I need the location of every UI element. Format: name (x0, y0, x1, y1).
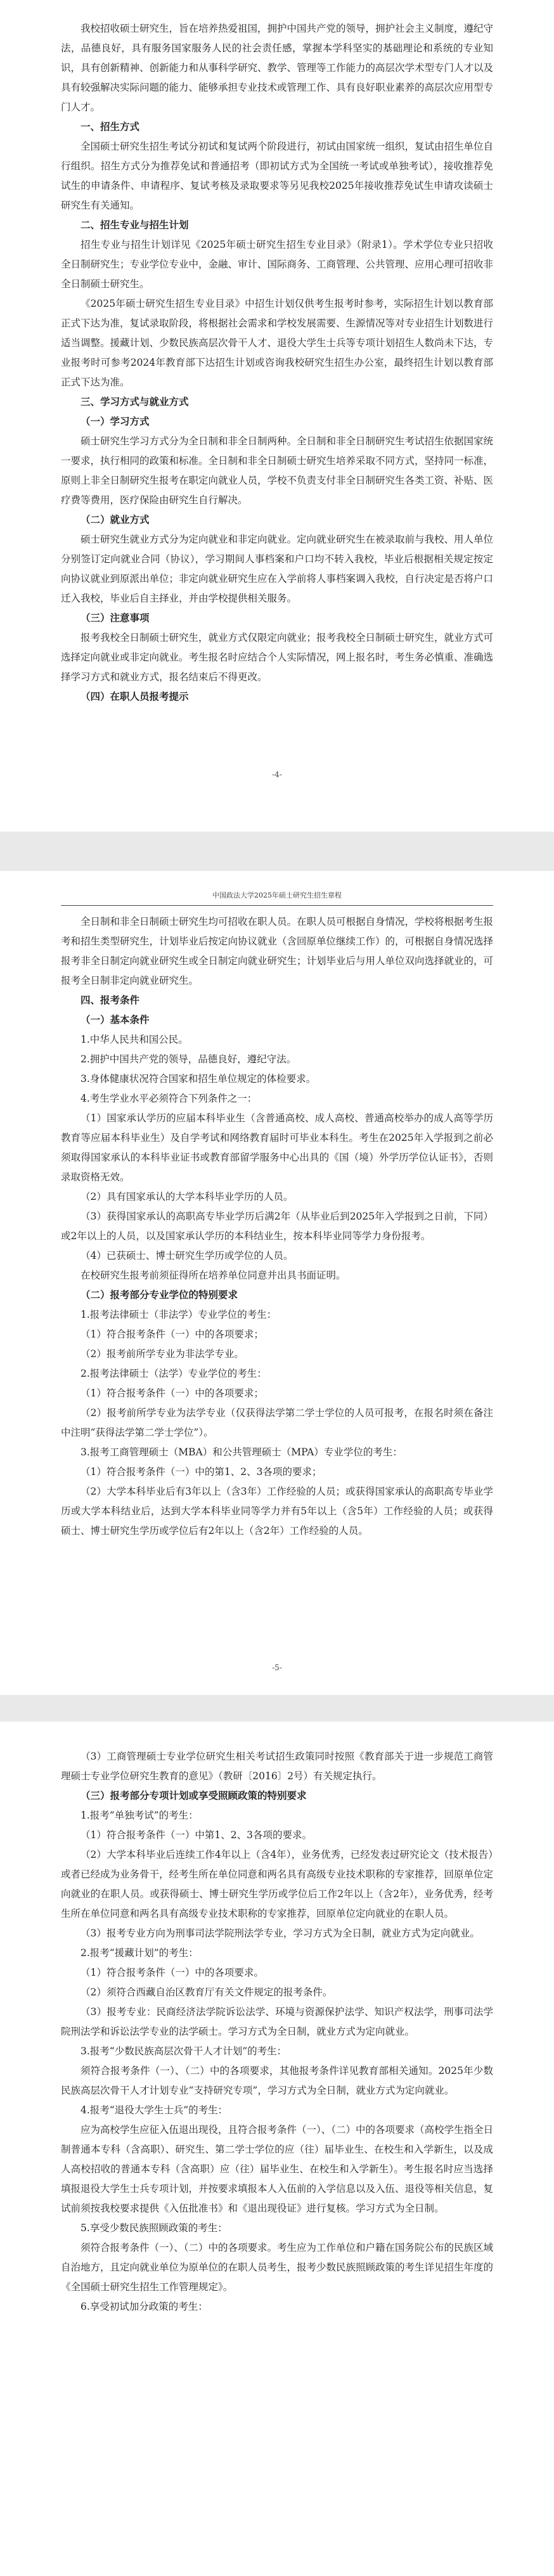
running-header: 中国政法大学2025年硕士研究生招生章程 (61, 890, 493, 906)
list-item: 3.报考工商管理硕士（MBA）和公共管理硕士（MPA）专业学位的考生： (81, 1446, 403, 1458)
list-item: （2）须符合西藏自治区教育厅有关文件规定的报考条件。 (81, 1987, 333, 1998)
section-heading: 四、报考条件 (81, 995, 140, 1006)
section-heading: 二、招生专业与招生计划 (81, 219, 189, 231)
body-paragraph: 须符合报考条件（一）、（二）中的各项要求，其他报考条件详见教育部相关通知。2025年少数民族高层次骨干人才计划专业“支持研究专项”，学习方式为全日制，就业方式为定向就业。 (61, 2065, 493, 2096)
list-item: 3.身体健康状况符合国家和招生单位规定的体检要求。 (81, 1073, 316, 1085)
subsection-heading: （二）报考部分专业学位的特别要求 (81, 1289, 238, 1301)
list-item: 2.报考“援藏计划”的考生： (81, 1947, 198, 1959)
list-item: 2.拥护中国共产党的领导，品德良好，遵纪守法。 (81, 1053, 297, 1065)
body-paragraph: 招生专业与招生计划详见《2025年硕士研究生招生专业目录》（附录1）。学术学位专业只招收全日制研究生；专业学位专业中，金融、审计、国际商务、工商管理、公共管理、应用心理可招收非全日制硕士研究生。 (61, 239, 494, 290)
subsection-heading: （三）报考部分专项计划或享受照顾政策的特别要求 (81, 1790, 307, 1801)
body-paragraph: 须符合报考条件（一）、（二）中的各项要求。考生应为工作单位和户籍在国务院公布的民族区域自治地方，且定向就业单位为原单位的在职人员考生，报考少数民族照顾政策的考生详见招生年度的《全国硕士研究生招生工作管理规定》。 (61, 2242, 494, 2293)
list-item: （1）符合报考条件（一）中的各项要求。 (81, 1967, 264, 1978)
list-item: （3）获得国家承认的高职高专毕业学历后满2年（从毕业后到2025年入学报到之日前，下同）或2年以上的人员，以及国家承认学历的本科结业生，按本科毕业同等学力身份报考。 (61, 1211, 493, 1242)
subsection-heading: （四）在职人员报考提示 (81, 691, 189, 702)
list-item: （2）具有国家承认的大学本科毕业学历的人员。 (81, 1191, 293, 1202)
list-item: 1.中华人民共和国公民。 (81, 1034, 188, 1045)
list-item: （1）符合报考条件（一）中的各项要求； (81, 1329, 264, 1340)
intro-paragraph: 我校招收硕士研究生，旨在培养热爱祖国，拥护中国共产党的领导，拥护社会主义制度，遵纪守法，品德良好，具有服务国家服务人民的社会责任感，掌握本学科坚实的基础理论和系统的专业知识，具有创新精神、创新能力和从事科学研究、教学、管理等工作能力的高层次学术型专门人才以及具有较强解决实际问题的能力、能够承担专业技术或管理工作、具有良好职业素养的高层次应用型专门人才。 (61, 23, 494, 113)
list-item: （3）工商管理硕士专业学位研究生相关考试招生政策同时按照《教育部关于进一步规范工商管理硕士专业学位研究生教育的意见》（教研〔2016〕2号）有关规定执行。 (61, 1751, 493, 1782)
body-paragraph: 全日制和非全日制硕士研究生均可招收在职人员。在职人员可根据自身情况，学校将根据考生报考和招生类型研究生，计划毕业后按定向协议就业（含回原单位继续工作）的，可根据自身情况选择报考非全日制定向就业研究生或全日制定向就业研究生；计划毕业后与用人单位双向选择就业的，可报考全日制非定向就业研究生。 (61, 916, 494, 986)
list-item: （3）报考专业：民商经济法学院诉讼法学、环境与资源保护法学、知识产权法学，刑事司法学院刑法学和诉讼法学专业的法学硕士。学习方式为全日制，就业方式为定向就业。 (61, 2006, 493, 2037)
body-paragraph: 应为高校学生应征入伍退出现役，且符合报考条件（一）、（二）中的各项要求（高校学生指全日制普通本专科（含高职）、研究生、第二学士学位的应（往）届毕业生、在校生和入学新生，以及成人高校招收的普通本专科（含高职）应（往）届毕业生、在校生和入学新生）。考生报名时应当选择填报退役大学生士兵专项计划，并按要求填报本人入伍前的入学信息以及入伍、退役等相关信息，复试前须按我校要求提供《入伍批准书》和《退出现役证》进行复核。学习方式为全日制。 (61, 2124, 494, 2214)
list-item: 2.报考法律硕士（法学）专业学位的考生： (81, 1368, 267, 1379)
list-item: 6.享受初试加分政策的考生： (81, 2301, 208, 2312)
list-item: （1）国家承认学历的应届本科毕业生（含普通高校、成人高校、普通高校举办的成人高等学历教育等应届本科毕业生）及自学考试和网络教育届时可毕业本科生。考生在2025年入学报到之前必须取得国家承认的本科毕业证书或教育部留学服务中心出具的《国（境）外学历学位认证书》，否则录取资格无效。 (61, 1112, 493, 1183)
subsection-heading: （二）就业方式 (81, 514, 150, 525)
body-paragraph: 硕士研究生学习方式分为全日制和非全日制两种。全日制和非全日制研究生考试招生依据国家统一要求，执行相同的政策和标准。全日制和非全日制硕士研究生培养采取不同方式，坚持同一标准，原则上非全日制研究生报考在职定向就业人员，学校不负责支付非全日制研究生各类工资、补贴、医疗费等费用，医疗保险由研究生自行解决。 (61, 435, 494, 506)
list-item: （2）大学本科毕业后有3年以上（含3年）工作经验的人员；或获得国家承认的高职高专毕业学历或大学本科结业后，达到大学本科毕业同等学力并有5年以上（含5年）工作经验的人员；或获得硕士、博士研究生学历或学位后有2年以上（含2年）工作经验的人员。 (61, 1486, 493, 1536)
document-page-4 (0, 0, 554, 832)
page-body (61, 19, 493, 707)
document-page-6 (0, 1722, 554, 2576)
subsection-heading: （一）学习方式 (81, 416, 150, 427)
body-paragraph: 《2025年硕士研究生招生专业目录》中招生计划仅供考生报考时参考，实际招生计划以教育部正式下达为准，复试录取阶段，将根据社会需求和学校发展需要、生源情况等对专业招生计划数进行适当调整。援藏计划、少数民族高层次骨干人才、退役大学生士兵等专项计划招生人数尚未下达，专业报考时可参考2024年教育部下达招生计划或咨询我校研究生招生办公室，最终招生计划以教育部正式下达为准。 (61, 298, 494, 388)
list-item: （4）已获硕士、博士研究生学历或学位的人员。 (81, 1250, 293, 1261)
page-body (61, 912, 493, 1541)
document-page-5 (0, 871, 554, 1695)
list-item: 1.报考法律硕士（非法学）专业学位的考生： (81, 1309, 277, 1320)
list-item: 4.报考“退役大学生士兵”的考生： (81, 2104, 228, 2116)
list-item: 4.考生学业水平必须符合下列条件之一： (81, 1093, 257, 1104)
list-item: （1）符合报考条件（一）中的第1、2、3各项的要求； (81, 1466, 322, 1478)
body-paragraph: 硕士研究生就业方式分为定向就业和非定向就业。定向就业研究生在被录取前与我校、用人单位分别签订定向就业合同（协议），学习期间人事档案和户口均不转入我校，毕业后根据相关规定按定向协议就业到原派出单位；非定向就业研究生应在入学前将人事档案调入我校，自行决定是否将户口迁入我校，毕业后自主择业，并由学校提供相关服务。 (61, 534, 494, 604)
subsection-heading: （一）基本条件 (81, 1014, 150, 1026)
list-item: （2）报考前所学专业为法学专业（仅获得法学第二学士学位的人员可报考，在报名时须在备注中注明“获得法学第二学士学位”）。 (61, 1407, 493, 1438)
list-item: 1.报考“单独考试”的考生： (81, 1810, 198, 1821)
section-heading: 一、招生方式 (81, 121, 140, 132)
subsection-heading: （三）注意事项 (81, 612, 150, 624)
list-item: （1）符合报考条件（一）中第1、2、3各项的要求。 (81, 1829, 312, 1841)
list-item: （1）符合报考条件（一）中的各项要求； (81, 1388, 264, 1399)
page-number: -4- (272, 770, 282, 779)
body-paragraph: 全国硕士研究生招生考试分初试和复试两个阶段进行，初试由国家统一组织，复试由招生单位自行组织。招生方式分为推荐免试和普通招考（即初试方式为全国统一考试或单独考试），接收推荐免试生的申请条件、申请程序、复试考核及录取要求等另见我校2025年接收推荐免试生申请攻读硕士研究生有关通知。 (61, 141, 494, 211)
list-item: 5.享受少数民族照顾政策的考生： (81, 2222, 228, 2234)
page-number: -5- (272, 1663, 282, 1672)
list-item: （2）大学本科毕业后连续工作4年以上（含4年），业务优秀，已经发表过研究论文（技术报告）或者已经成为业务骨干，经考生所在单位同意和两名具有高级专业技术职称的专家推荐，回原单位定向就业的在职人员。或获得硕士、博士研究生学历或学位后工作2年以上（含2年），业务优秀，经考生所在单位同意和两名具有高级专业技术职称的专家推荐，回原单位定向就业的在职人员。 (61, 1849, 494, 1919)
list-item: 3.报考“少数民族高层次骨干人才计划”的考生： (81, 2045, 287, 2057)
list-item: （2）报考前所学专业为非法学专业。 (81, 1348, 244, 1360)
page-body (61, 1747, 493, 2317)
body-paragraph: 报考我校全日制硕士研究生，就业方式仅限定向就业；报考我校全日制硕士研究生，就业方式可选择定向就业或非定向就业。考生报名时应结合个人实际情况，网上报名时，考生务必慎重、准确选择学习方式和就业方式，报名结束后不得更改。 (61, 632, 494, 683)
list-item: （3）报考专业方向为刑事司法学院刑法学专业，学习方式为全日制，就业方式为定向就业。 (81, 1928, 480, 1939)
body-paragraph: 在校研究生报考前须征得所在培养单位同意并出具书面证明。 (81, 1270, 346, 1281)
section-heading: 三、学习方式与就业方式 (81, 396, 189, 408)
